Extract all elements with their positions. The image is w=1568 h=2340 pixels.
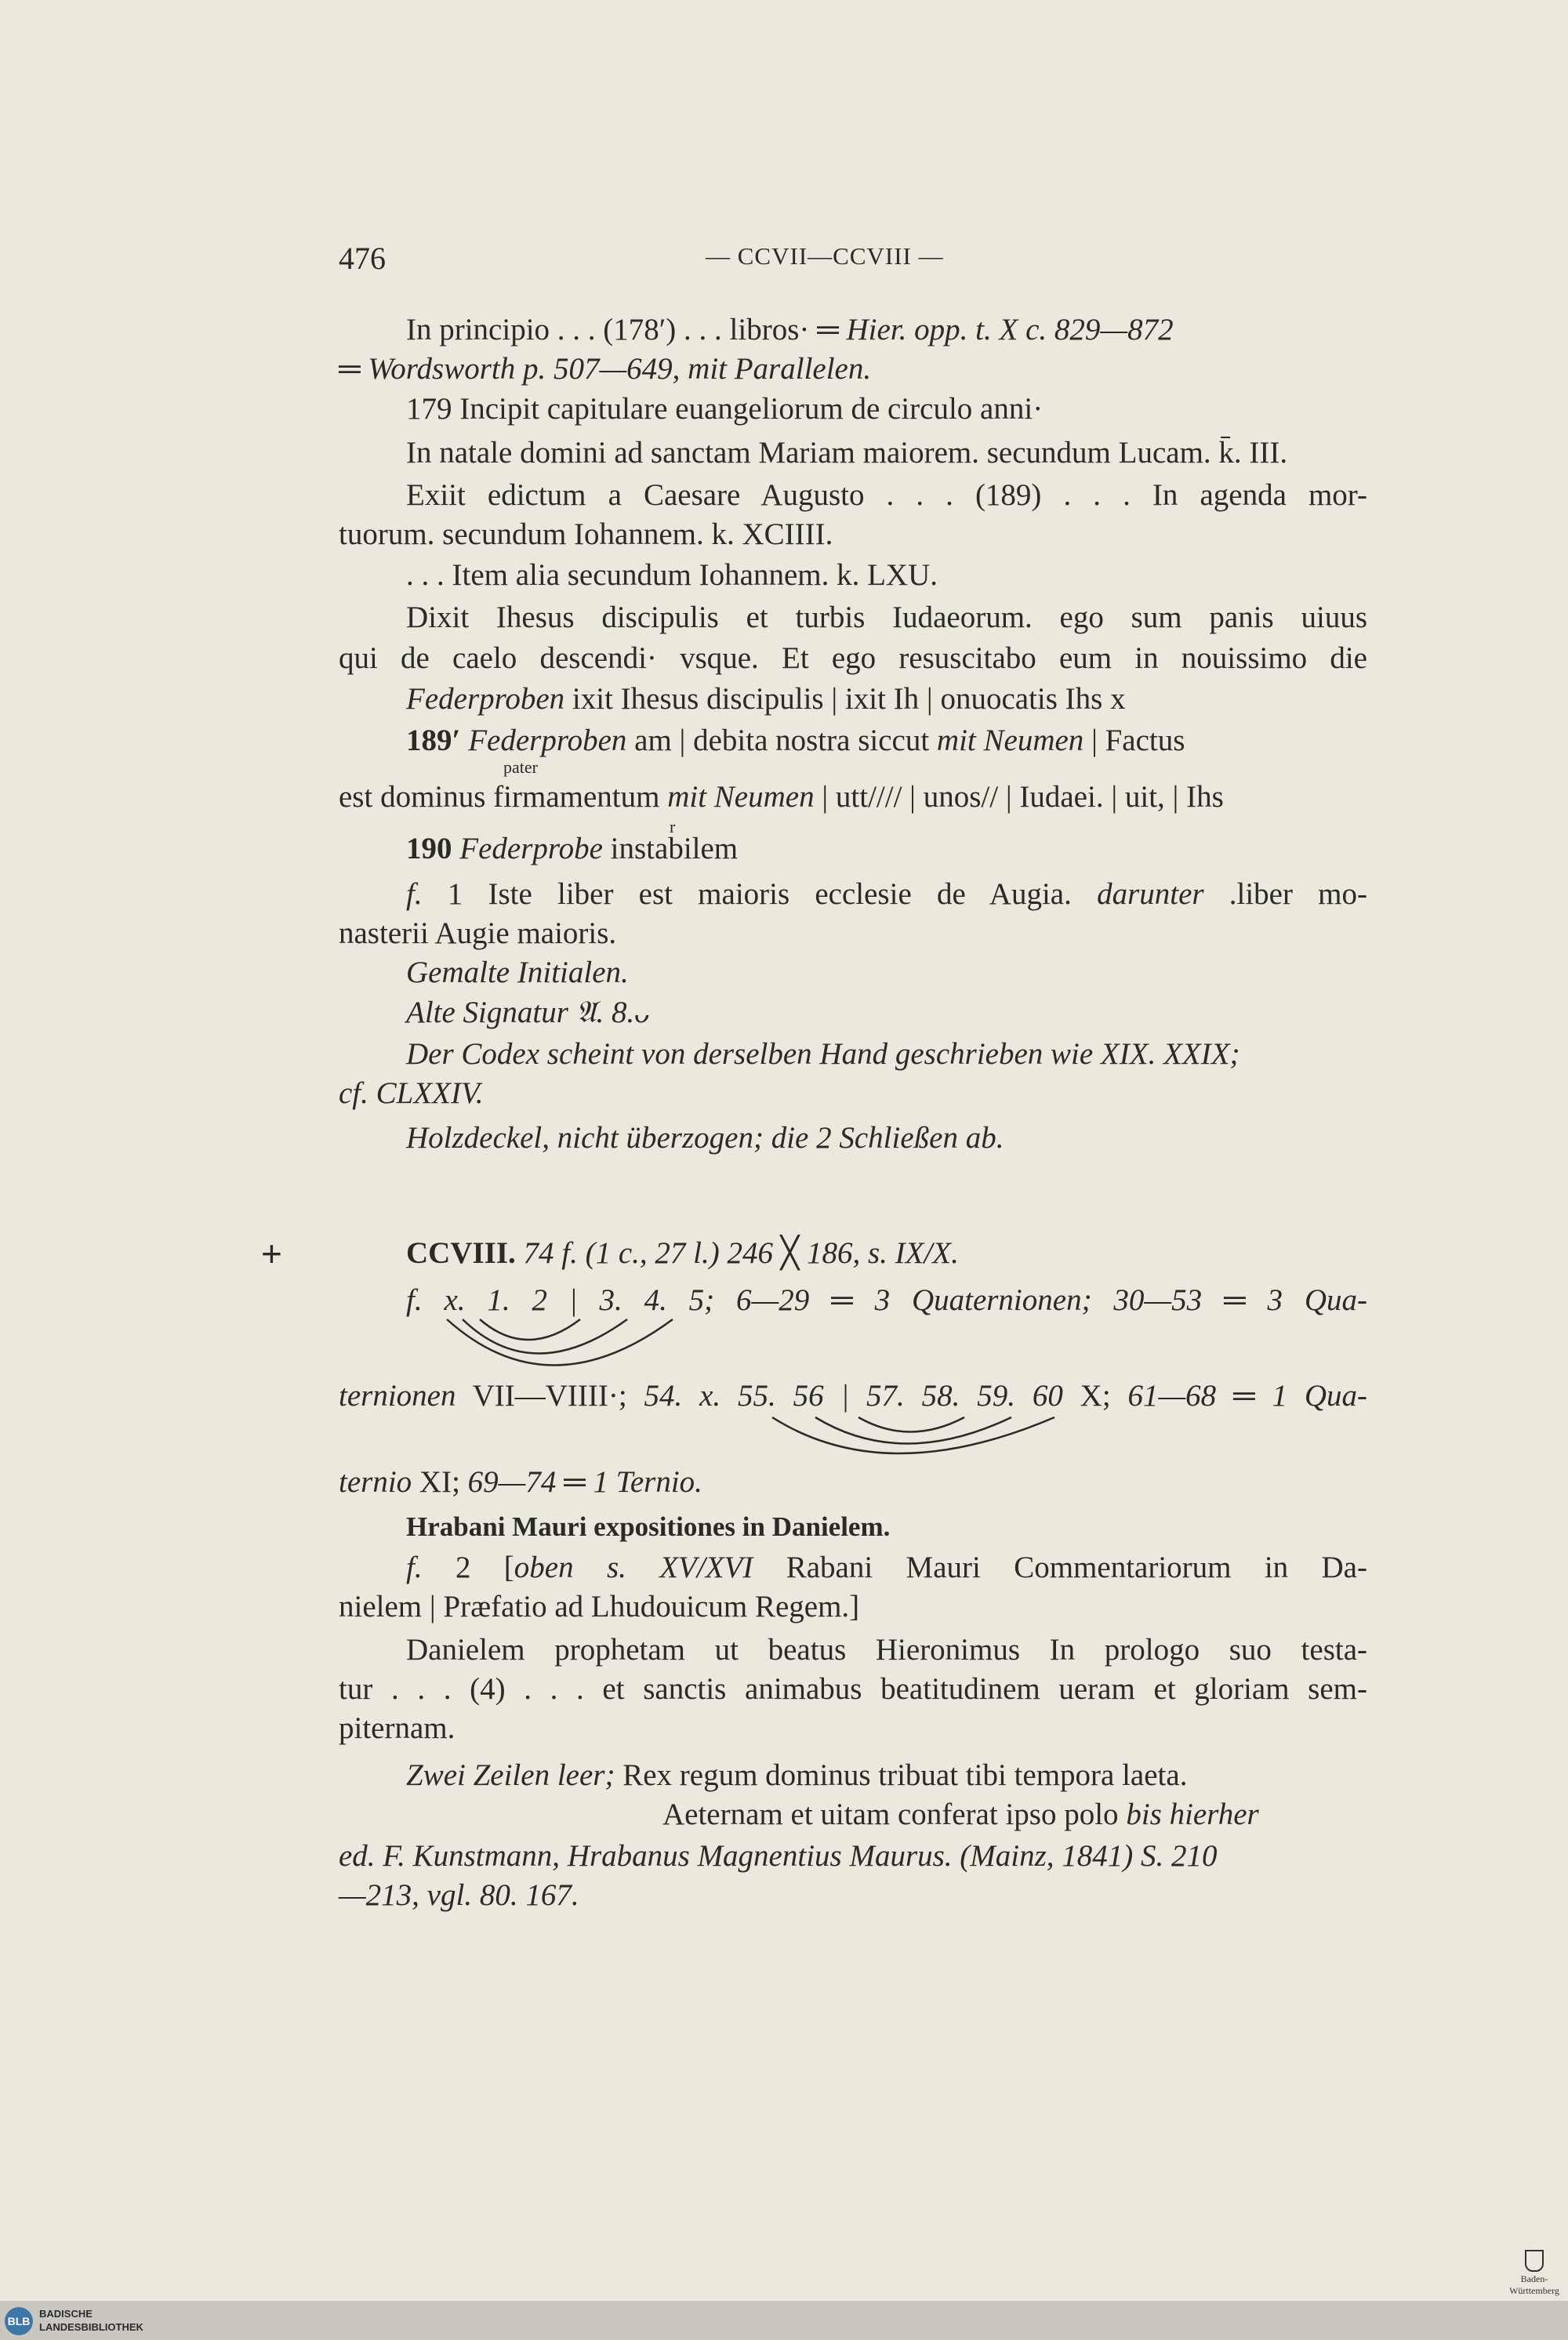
- text-line: tuorum. secundum Iohannem. k. XCIIII.: [339, 517, 833, 551]
- text-line: Dixit Ihesus discipulis et turbis Iudaeorum. ego sum panis uiuus: [406, 600, 1367, 634]
- text-line: Alte Signatur 𝔄. 8.ᴗ: [406, 996, 650, 1029]
- text-line: Exiit edictum a Caesare Augusto . . . (189) . . . In agenda mor-: [406, 478, 1367, 512]
- quire-arc: [858, 1417, 964, 1432]
- section-title: Hrabani Mauri expositiones in Danielem.: [406, 1511, 891, 1542]
- baden-wuerttemberg-mark: Baden-Württemberg: [1507, 2250, 1562, 2297]
- quire-arc: [463, 1319, 627, 1354]
- text-line: f. 2 [oben s. XV/XVI Rabani Mauri Commentariorum in Da-: [406, 1551, 1367, 1584]
- text-line: ═ Wordsworth p. 507—649, mit Parallelen.: [339, 352, 872, 386]
- text-line: —213, vgl. 80. 167.: [339, 1878, 579, 1912]
- quire-arc: [447, 1319, 673, 1366]
- section-heading: CCVIII. 74 f. (1 c., 27 l.) 246 ╳ 186, s. IX/X.: [406, 1236, 959, 1270]
- text-line: 179 Incipit capitulare euangeliorum de circulo anni·: [406, 392, 1044, 426]
- text-line: Gemalte Initialen.: [406, 956, 629, 989]
- text-line: ternio XI; 69—74 ═ 1 Ternio.: [339, 1465, 702, 1499]
- text-line: . . . Item alia secundum Iohannem. k. LXU.: [406, 558, 938, 592]
- text-line: Danielem prophetam ut beatus Hieronimus In prologo suo testa-: [406, 1633, 1367, 1667]
- superscript-note: r: [670, 817, 676, 836]
- text-line: cf. CLXXIV.: [339, 1076, 484, 1110]
- page-number: 476: [339, 241, 386, 276]
- library-name: BADISCHE LANDESBIBLIOTHEK: [39, 2308, 143, 2333]
- text-line: In natale domini ad sanctam Mariam maiorem. secundum Lucam. k̄. III.: [406, 436, 1288, 470]
- text-line: nasterii Augie maioris.: [339, 916, 617, 950]
- superscript-note: pater: [503, 757, 538, 777]
- text-line: nielem | Præfatio ad Lhudouicum Regem.]: [339, 1590, 860, 1623]
- text-line: Der Codex scheint von derselben Hand geschrieben wie XIX. XXIX;: [406, 1037, 1240, 1071]
- text-line: In principio . . . (178′) . . . libros· ═ Hier. opp. t. X c. 829—872: [406, 313, 1174, 346]
- blb-logo-icon: BLB: [5, 2307, 33, 2335]
- text-line: est dominus firmamentum mit Neumen | utt//// | unos// | Iudaei. | uit, | Ihs: [339, 780, 1224, 814]
- text-line: ternionen VII—VIIII·; 54. x. 55. 56 | 57. 58. 59. 60 X; 61—68 ═ 1 Qua-: [339, 1379, 1367, 1413]
- text-line: Holzdeckel, nicht überzogen; die 2 Schließen ab.: [406, 1121, 1004, 1155]
- text-line: Aeternam et uitam conferat ipso polo bis hierher: [662, 1798, 1259, 1831]
- text-line: 190 Federprobe instabilem: [406, 832, 739, 865]
- text-line: ed. F. Kunstmann, Hrabanus Magnentius Maurus. (Mainz, 1841) S. 210: [339, 1839, 1218, 1873]
- text-line: Zwei Zeilen leer; Rex regum dominus tribuat tibi tempora laeta.: [406, 1758, 1188, 1792]
- quire-arc: [772, 1417, 1054, 1453]
- running-header: — CCVII—CCVIII —: [706, 242, 944, 270]
- text-line: f. 1 Iste liber est maioris ecclesie de Augia. darunter .liber mo-: [406, 877, 1367, 911]
- text-line: piternam.: [339, 1711, 456, 1745]
- margin-cross-mark: +: [261, 1233, 282, 1274]
- footer-bar: [0, 2301, 1568, 2340]
- text-line: tur . . . (4) . . . et sanctis animabus beatitudinem ueram et gloriam sem-: [339, 1672, 1367, 1706]
- text-line: qui de caelo descendi· vsque. Et ego resuscitabo eum in nouissimo die: [339, 641, 1367, 675]
- coat-of-arms-icon: [1525, 2250, 1544, 2272]
- text-line: 189′ Federproben am | debita nostra siccut mit Neumen | Factus: [406, 724, 1185, 757]
- quire-arc: [480, 1319, 580, 1340]
- text-line: Federproben ixit Ihesus discipulis | ixit Ih | onuocatis Ihs x: [406, 682, 1126, 716]
- text-line: f. x. 1. 2 | 3. 4. 5; 6—29 ═ 3 Quaternionen; 30—53 ═ 3 Qua-: [406, 1283, 1367, 1317]
- quire-arc: [815, 1417, 1011, 1444]
